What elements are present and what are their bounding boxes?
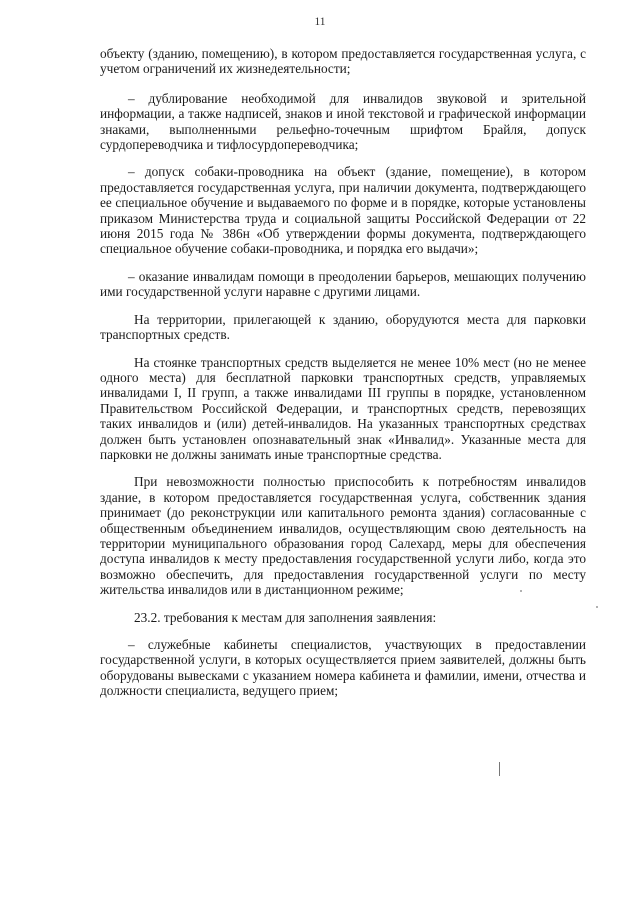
- page-number: 11: [314, 16, 326, 28]
- paragraph-building-adaptation: При невозможности полностью приспособить к потребностям инвалидов здание, в котором предоставляется государственная услуга, собственник здания принимает (до реконструкции или капитального ремонта здания) согласованные с общественным объединением инвалидов, осуществляющим свою деятельность на территории муниципального образования город Салехард, меры для обеспечения доступа инвалидов к месту предоставления государственной услуги либо, когда это возможно обеспечить, для предоставления государственной услуги по месту жительства инвалидов или в дистанционном режиме;: [100, 474, 586, 598]
- list-item-braille: – дублирование необходимой для инвалидов звуковой и зрительной информации, а также надписей, знаков и иной текстовой и графической информации знаками, выполненными рельефно-точечным шрифтом Брайля, допуск сурдопереводчика и тифлосурдопереводчика;: [100, 90, 586, 153]
- section-heading-23-2: 23.2. требования к местам для заполнения заявления:: [134, 609, 437, 625]
- scan-artifact-line: [499, 762, 500, 776]
- list-item-guide-dog: – допуск собаки-проводника на объект (здание, помещение), в котором предоставляется государственная услуга, при наличии документа, подтверждающего ее специальное обучение и выдаваемого по форме и в порядке, которые установлены приказом Министерства труда и социальной защиты Российской Федерации от 22 июня 2015 года № 386н «Об утверждении формы документа, подтверждающего специальное обучение собаки-проводника, и порядка его выдачи»;: [100, 164, 586, 257]
- document-body: [100, 46, 586, 711]
- scan-artifact-speck: [520, 590, 522, 592]
- list-item-offices: – служебные кабинеты специалистов, участвующих в предоставлении государственной услуги, в которых осуществляется прием заявителей, должны быть оборудованы вывесками с указанием номера кабинета и фамилии, имени, отчества и должности специалиста, ведущего прием;: [100, 637, 586, 699]
- scan-artifact-speck: [596, 606, 598, 608]
- paragraph-continuation: объекту (зданию, помещению), в котором предоставляется государственная услуга, с учетом ограничений их жизнедеятельности;: [100, 46, 586, 77]
- paragraph-parking-spaces: На стоянке транспортных средств выделяется не менее 10% мест (но не менее одного места) для бесплатной парковки транспортных средств, управляемых инвалидами I, II групп, а также инвалидами III группы в порядке, установленном Правительством Российской Федерации, и транспортных средств, перевозящих таких инвалидов и (или) детей-инвалидов. На указанных транспортных средствах должен быть установлен опознавательный знак «Инвалид». Указанные места для парковки не должны занимать иные транспортные средства.: [100, 354, 586, 462]
- paragraph-parking-territory: На территории, прилегающей к зданию, оборудуются места для парковки транспортных средств.: [100, 311, 586, 343]
- list-item-assistance: – оказание инвалидам помощи в преодолении барьеров, мешающих получению ими государственной услуги наравне с другими лицами.: [100, 268, 586, 300]
